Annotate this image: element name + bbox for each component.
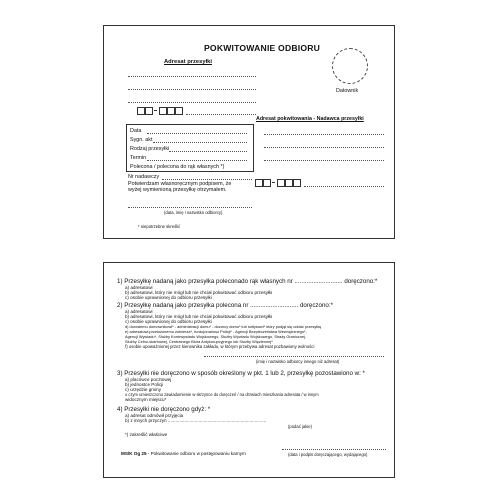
- date-stamp-label: Datownik: [336, 88, 359, 94]
- date-stamp-circle: [332, 48, 368, 84]
- addressee-line-1[interactable]: [128, 76, 256, 77]
- addressee-label: Adresat przesyłki: [164, 59, 213, 65]
- sender-postcode-box[interactable]: [255, 179, 263, 187]
- section-1-item-c: c) osobie uprawnionej do odbioru przesyłki: [125, 295, 212, 300]
- sender-postcode-box[interactable]: [277, 179, 285, 187]
- field-line-date[interactable]: [147, 133, 247, 134]
- field-label-shipment-type: Rodzaj przesyłki: [130, 146, 170, 152]
- section-3-item-c: c) urzędzie gminy: [125, 387, 161, 392]
- receipt-front-card: [103, 25, 395, 239]
- form-code: MS/K Og 25: [121, 451, 147, 456]
- section-3-title: 3) Przesyłki nie doręczono w sposób określony w pkt. 1 lub 2, przesyłkę pozostawiono w: *: [117, 370, 365, 377]
- footnote: * niepotrzebne skreślić: [138, 224, 181, 229]
- section-1-item-a: a) adresatowi: [125, 285, 153, 290]
- postcode-box[interactable]: [159, 107, 167, 115]
- tracking-number-line[interactable]: [162, 179, 252, 180]
- field-label-deadline: Termin: [130, 155, 147, 161]
- sender-postcode-box[interactable]: [293, 179, 301, 187]
- deliverer-signature-line[interactable]: [282, 449, 386, 450]
- signature-line[interactable]: [128, 207, 252, 208]
- section-2-item-e-cont-2: Służby Celno-skarbowej, Centralnego Biura Antykorupcyjnego lub Służby Więziennej*: [125, 339, 273, 344]
- signature-caption: (data, imię i nazwisko odbiorcy): [164, 210, 223, 215]
- section-2-item-e-cont-1: Agencji Wywiadu*, Służby Kontrwywiadu Wojskowego, Służby Wywiadu Wojskowego, Straży Granicznej,: [125, 334, 306, 339]
- postcode-dash: [154, 110, 157, 111]
- section-2-item-e: e) adresatowi,przełożonemu żołnierza*, funkcjonariusz Policji* - Agencji Bezpieczeństwa Wewnętrznego*,: [125, 329, 307, 334]
- section-2-item-c: c) osobie uprawnionej do odbioru przesyłki: [125, 319, 212, 324]
- tracking-number-label: Nr nadawczy: [128, 174, 160, 180]
- confirm-text-line-2: wyżej wymienioną przesyłkę otrzymałem.: [128, 187, 227, 193]
- recipient-name-line[interactable]: [204, 356, 384, 357]
- section-4-item-b: b) z innych przyczyn .............................................................................: [125, 418, 267, 423]
- sender-city-line[interactable]: [304, 186, 384, 187]
- sender-line-3[interactable]: [264, 160, 384, 161]
- section-3-notice: o czym umieszczono zawiadomienie w skrzynce do doręczeń / na drzwiach mieszkania adresata / w innym: [125, 392, 319, 397]
- section-3-notice-cont: widocznym miejscu*: [125, 397, 167, 402]
- section-2-item-a: a) adresatowi: [125, 309, 153, 314]
- section-3-item-b: b) jednostce Policji: [125, 382, 164, 387]
- addressee-line-3[interactable]: [128, 102, 256, 103]
- sender-postcode-box[interactable]: [285, 179, 293, 187]
- form-id: [121, 451, 246, 456]
- recipient-name-caption: (imię i nazwisko odbiorcy innego niż adresat): [256, 359, 340, 364]
- postcode-box[interactable]: [145, 107, 153, 115]
- confirm-text-line-1: Potwierdzam własnoręcznym podpisem, że: [128, 181, 232, 187]
- section-4-item-a: a) adresat odmówił przyjęcia: [125, 413, 184, 418]
- section-2-item-d: d) dorosłemu domownikowi* - administracji domu* - dozorcy domu* lub sołtysowi* który podjął się oddać przesyłkę: [125, 324, 322, 329]
- reason-caption: (podać jakie): [288, 424, 312, 429]
- back-footnote: *) zakreślić właściwe: [125, 432, 168, 437]
- sender-label: Adresat pokwitowania - Nadawca przesyłki: [256, 116, 364, 122]
- field-label-registered: Polecona / polecona do rąk własnych *): [130, 164, 225, 170]
- field-line-case-number[interactable]: [153, 142, 247, 143]
- field-line-deadline[interactable]: [147, 160, 247, 161]
- section-1-title: 1) Przesyłkę nadaną jako przesyłka poleconado rąk własnych nr ............................ doręczono:*: [117, 278, 378, 285]
- section-2-item-f: f) osobie upoważnionej przez kierownika zakładu, w którym przebywa adresat pozbawiony wolności: [125, 344, 315, 349]
- field-label-case-number: Sygn. akt: [130, 137, 153, 143]
- sender-postcode-dash: [272, 182, 275, 183]
- form-title: POKWITOWANIE ODBIORU: [204, 43, 321, 53]
- section-4-title: 4) Przesyłki nie doręczono gdyż: *: [117, 406, 211, 413]
- form-name: - Pokwitowanie odbioru w postępowaniu karnym: [146, 451, 246, 456]
- field-label-date: Data: [130, 128, 142, 134]
- sender-line-2[interactable]: [264, 147, 384, 148]
- sender-postcode-box[interactable]: [263, 179, 271, 187]
- receipt-back-card: [103, 262, 395, 478]
- section-3-item-a: a) placówce pocztowej: [125, 377, 172, 382]
- field-line-shipment-type[interactable]: [169, 151, 247, 152]
- section-2-title: 2) Przesyłkę nadaną jako przesyłka polecona nr ............................ doręczono:*: [117, 302, 333, 309]
- postcode-box[interactable]: [137, 107, 145, 115]
- postcode-box[interactable]: [175, 107, 183, 115]
- city-line[interactable]: [186, 114, 256, 115]
- addressee-line-2[interactable]: [128, 89, 256, 90]
- deliverer-signature-caption: (data i podpis doręczającego, wydającego): [288, 452, 368, 457]
- sender-line-1[interactable]: [264, 134, 384, 135]
- section-2-item-b: b) adresatowi, który nie mógł lub nie chciał pokwitować odbioru przesyłki: [125, 314, 273, 319]
- details-box: [126, 124, 254, 172]
- section-1-item-b: b) adresatowi, który nie mógł lub nie chciał pokwitować odbioru przesyłki: [125, 290, 273, 295]
- postcode-box[interactable]: [167, 107, 175, 115]
